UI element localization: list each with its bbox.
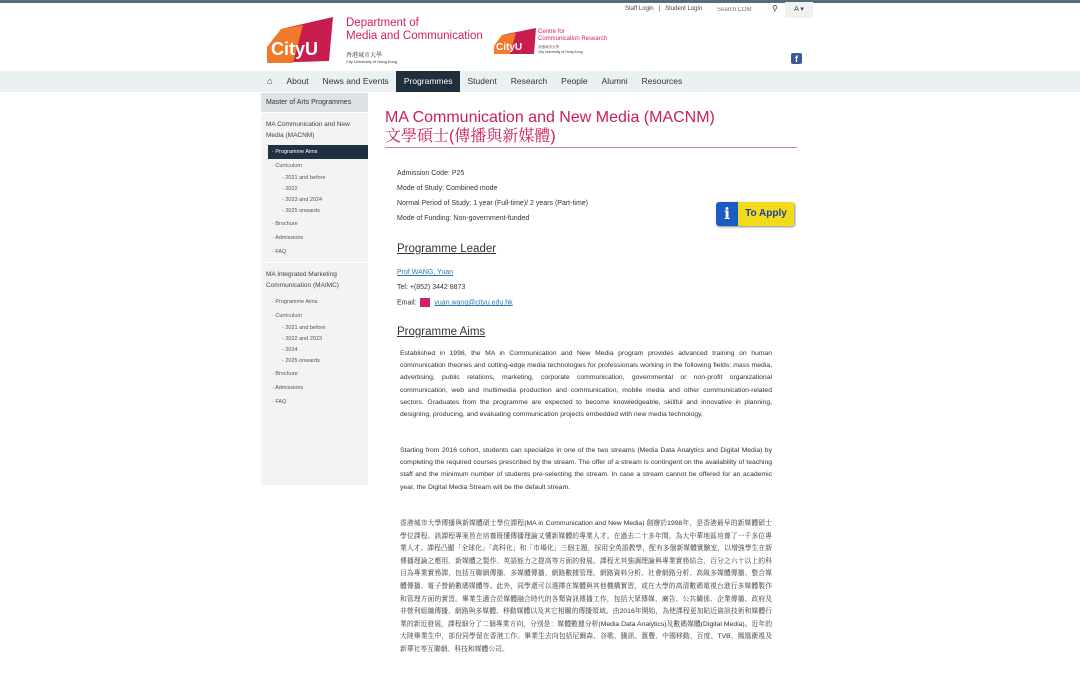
programme-leader-heading: Programme Leader [397, 243, 497, 255]
sidebar-item-brochure[interactable]: · Brochure [272, 371, 298, 377]
label: Admissions [275, 235, 304, 241]
cityu-logo[interactable] [263, 17, 339, 63]
label: Programme Aims [275, 149, 318, 155]
page-title [385, 108, 797, 148]
main-nav [260, 71, 689, 92]
top-border [0, 0, 1080, 3]
centre-zh: 香港城市大學 [538, 45, 559, 49]
sidebar-sub-item[interactable]: - 2021 and before [282, 325, 326, 331]
aims-paragraph-zh: 香港城市大學傳播與新媒體碩士學位課程(MA in Communication and New Media) 創辦於1998年，是香港最早的新媒體碩士學位課程。該課程專案旨在培養既懂傳播理論又懂新媒體的專業人才。在過去二十多年間，為大中華地區培養了一千多位專業人才。課程凸顯「全球化」「高科化」和「市場化」三個主題，採用全英語教學，配有多個新媒體實驗室，以增強學生在新傳播理論之應用、新媒體之製作、英語能力之提高等方面的發展。課程尤其強調理論與專業實務結合，百分之六十以上的科目為專業實務課，包括互聯網傳播、多媒體傳播、網路數據管理、網路資料分析、社會網路分析、高級多媒體傳播、整合媒體傳播、電子營銷數碼媒體等。此外，同學還可以選擇在媒體與其他機構實習，或在大學的高清數碼電視台進行多媒體製作和管理方面的實習。畢業生適合於媒體融合時代的各類資訊傳播工作，包括大眾傳媒、廣告、公共關係、企業傳播、政府及非營利組織傳播、網路與多媒體、移動媒體以及其它相關的傳播領域。由2016年開始，為使課程更加貼近資訊技術和媒體行業的新近發展，課程細分了二個專業方向，分別是：媒體數據分析(Media Data Analytics)及數碼媒體(Digital Media)。近年的大陸畢業生中，部份同學留在香港工作。畢業生去向包括尼爾森、谷歌、騰訊、滙豐、中國移動、百度、TVB、鳳凰衛視及新華社等互聯網、科技和媒體公司。 [400, 520, 772, 653]
apply-label: To Apply [738, 202, 794, 226]
centre-en: City University of Hong Kong [538, 50, 583, 54]
sidebar-sub-item[interactable]: - 2022 [282, 186, 298, 192]
mail-icon [420, 298, 430, 307]
sidebar-heading: Master of Arts Programmes [261, 93, 368, 112]
centre-line2: Communication Research [538, 36, 608, 42]
nav-people[interactable]: People [561, 76, 588, 86]
sidebar [261, 93, 368, 485]
sidebar-programme-macnm[interactable]: MA Communication and New Media (MACNM) [261, 112, 368, 145]
sidebar-item-brochure[interactable]: · Brochure [272, 221, 298, 227]
email-label: Email: [397, 299, 417, 307]
dept-line2: Media and Communication [346, 30, 483, 42]
title-en: MA Communication and New Media (MACNM) [385, 109, 715, 126]
svg-text:CityU: CityU [496, 42, 523, 53]
label: Brochure [275, 221, 298, 227]
mode-of-funding: Mode of Funding: Non-government-funded [397, 215, 530, 222]
student-login-link[interactable]: Student Login [665, 6, 703, 12]
nav-alumni[interactable]: Alumni [601, 76, 628, 86]
sidebar-item-curriculum[interactable]: · Curriculum [272, 313, 302, 319]
main-content [385, 108, 797, 653]
home-icon[interactable]: ⌂ [267, 76, 273, 86]
programme-aims-heading: Programme Aims [397, 326, 486, 338]
search-input[interactable] [715, 4, 793, 16]
centre-sub [538, 45, 583, 55]
email-link[interactable]: yuan.wang@cityu.edu.hk [434, 299, 513, 307]
nav-resources[interactable]: Resources [641, 76, 683, 86]
search-icon[interactable]: ⚲ [772, 4, 778, 13]
ccr-logo[interactable] [492, 28, 538, 54]
divider: | [658, 6, 661, 12]
leader-tel: Tel: +(852) 3442 8873 [397, 284, 466, 291]
nav-news-and-events[interactable]: News and Events [322, 76, 389, 86]
sidebar-item-programme-aims[interactable]: · Programme Aims [272, 299, 318, 305]
nav-research[interactable]: Research [510, 76, 548, 86]
nav-student[interactable]: Student [467, 76, 497, 86]
sidebar-sub-item[interactable]: - 2021 and before [282, 175, 326, 181]
sidebar-item-faq[interactable]: · FAQ [272, 249, 287, 255]
label: Programme Aims [275, 299, 318, 305]
title-zh: 文學碩士(傳播與新媒體) [385, 128, 556, 145]
sidebar-item-admissions[interactable]: · Admissions [272, 385, 304, 391]
svg-text:CityU: CityU [271, 39, 319, 59]
label: Admissions [275, 385, 304, 391]
sidebar-sub-item[interactable]: - 2025 onwards [282, 208, 320, 214]
sidebar-sub-item[interactable]: - 2023 and 2024 [282, 197, 323, 203]
university-name-zh: 香港城市大學 [346, 53, 383, 59]
admission-code: Admission Code: P25 [397, 170, 465, 177]
info-icon: i [716, 202, 738, 226]
label: Brochure [275, 371, 298, 377]
top-links [625, 6, 702, 12]
dept-line1: Department of [346, 17, 419, 29]
font-size-button[interactable]: A ▾ [785, 2, 813, 18]
label: Curriculum [275, 313, 302, 319]
sidebar-item-admissions[interactable]: · Admissions [272, 235, 304, 241]
leader-email [397, 298, 513, 307]
label: Curriculum [275, 163, 302, 169]
aims-paragraph-2: Starting from 2016 cohort, students can specialize in one of the two streams (Media Data Analytics and Digital Media) by completing the required courses prescribed by the stream. The offer of a stream is contingent on the availability of teaching staff and the minimum number of students pre-selecting the stream. In case a stream cannot be offered for an academic year, the Digital Media Stream will be the default stream. [400, 447, 772, 491]
nav-programmes[interactable]: Programmes [396, 71, 461, 92]
department-name [346, 17, 483, 43]
label: FAQ [275, 399, 287, 405]
sidebar-sub-item[interactable]: - 2024 [282, 347, 298, 353]
nav-about[interactable]: About [286, 76, 309, 86]
centre-name [538, 29, 607, 43]
label: FAQ [275, 249, 287, 255]
leader-name-link[interactable]: Prof WANG, Yuan [397, 269, 454, 276]
centre-line1: Centre for [538, 29, 565, 35]
sidebar-item-faq[interactable]: · FAQ [272, 399, 287, 405]
facebook-icon[interactable]: f [791, 53, 802, 64]
mode-of-study: Mode of Study: Combined mode [397, 185, 498, 192]
sidebar-item-programme-aims[interactable]: · Programme Aims [268, 145, 368, 159]
aims-paragraph-1: Established in 1998, the MA in Communication and New Media program provides advanced training on human communication theories and cutting-edge media technologies for professionals working in the following fields: mass media, advertising, public relations, marketing, corporate communication, governmental or non-profit organizational communication, web and multimedia production and communication, mobile media and other communication-related sectors. Graduates from the programme are expected to become knowledgeable, skillful and innovative in planning, designing, producing, and evaluating communication projects embedded with new media technology. [400, 350, 772, 419]
to-apply-button[interactable] [716, 202, 794, 226]
sidebar-sub-item[interactable]: - 2022 and 2023 [282, 336, 323, 342]
sidebar-sub-item[interactable]: - 2025 onwards [282, 358, 320, 364]
period-of-study: Normal Period of Study: 1 year (Full-time)/ 2 years (Part-time) [397, 200, 588, 207]
staff-login-link[interactable]: Staff Login [625, 6, 654, 12]
sidebar-item-curriculum[interactable]: · Curriculum [272, 163, 302, 169]
university-name-en: City University of Hong Kong [346, 59, 398, 64]
sidebar-programme-maimc[interactable]: MA Integrated Marketing Communication (MAIMC) [261, 262, 368, 295]
